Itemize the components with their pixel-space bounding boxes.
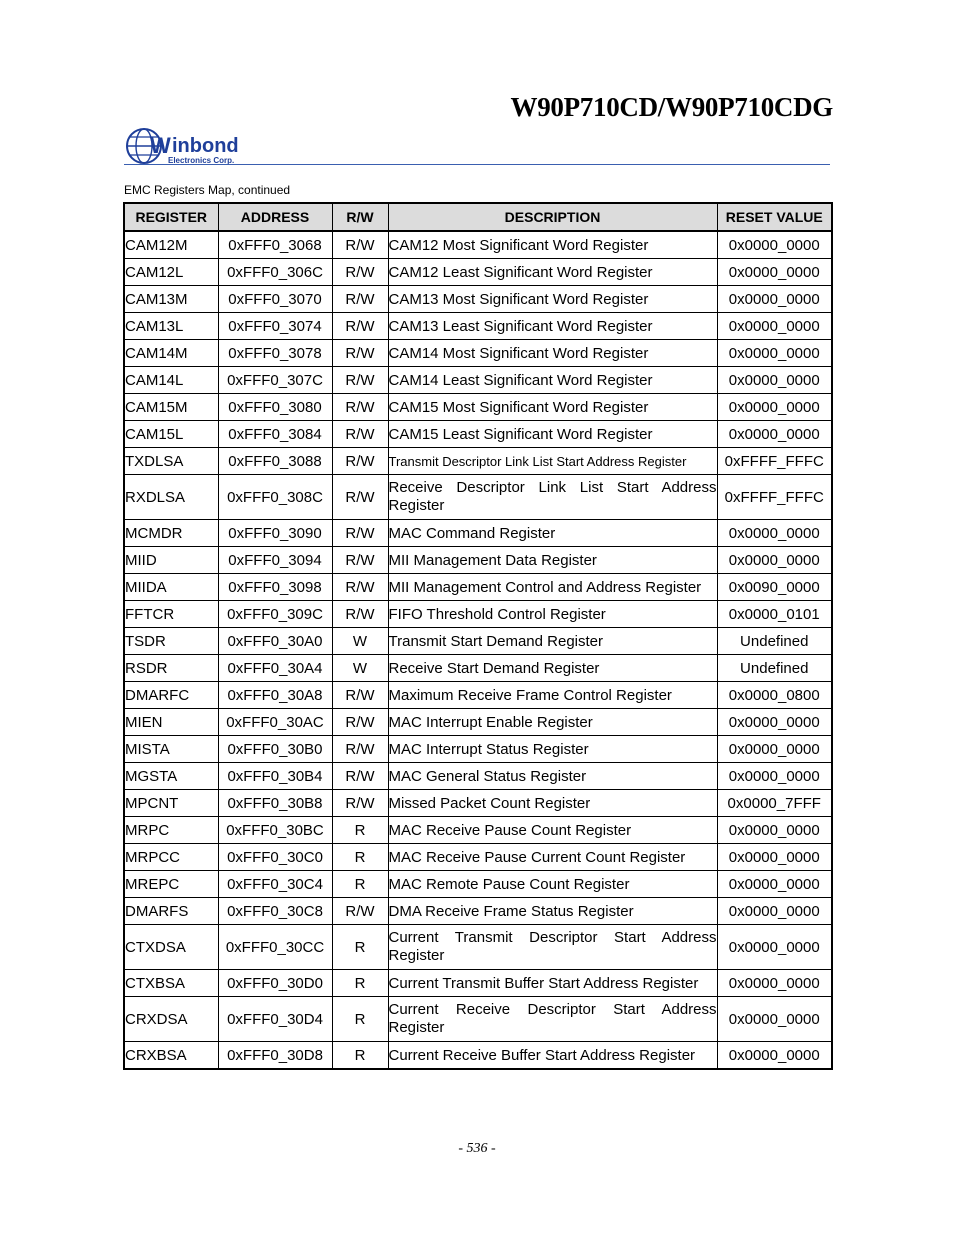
reset-value-cell: 0x0000_0000	[717, 286, 832, 313]
address-cell: 0xFFF0_308C	[218, 475, 332, 520]
table-row	[124, 817, 832, 844]
description-cell: MAC Receive Pause Current Count Register	[388, 844, 717, 871]
rw-cell: R	[332, 970, 388, 997]
reset-value-cell: 0x0000_0000	[717, 367, 832, 394]
rw-cell: R/W	[332, 574, 388, 601]
description-cell: MAC Remote Pause Count Register	[388, 871, 717, 898]
description-cell: MAC Command Register	[388, 520, 717, 547]
description-cell: CAM15 Most Significant Word Register	[388, 394, 717, 421]
rw-cell: W	[332, 628, 388, 655]
description-cell: CAM13 Most Significant Word Register	[388, 286, 717, 313]
register-cell: MIEN	[124, 709, 218, 736]
description-cell: CAM14 Least Significant Word Register	[388, 367, 717, 394]
table-row	[124, 736, 832, 763]
table-row	[124, 628, 832, 655]
reset-value-cell: 0x0000_0000	[717, 547, 832, 574]
reset-value-cell: 0x0000_0101	[717, 601, 832, 628]
address-cell: 0xFFF0_3090	[218, 520, 332, 547]
column-header-rw: R/W	[332, 203, 388, 231]
reset-value-cell: 0x0000_0000	[717, 871, 832, 898]
address-cell: 0xFFF0_30D8	[218, 1042, 332, 1070]
register-cell: CRXDSA	[124, 997, 218, 1042]
register-cell: RXDLSA	[124, 475, 218, 520]
register-cell: MIID	[124, 547, 218, 574]
table-row	[124, 475, 832, 520]
table-row	[124, 520, 832, 547]
reset-value-cell: 0x0000_0000	[717, 394, 832, 421]
rw-cell: R/W	[332, 898, 388, 925]
table-row	[124, 844, 832, 871]
rw-cell: R/W	[332, 520, 388, 547]
address-cell: 0xFFF0_3080	[218, 394, 332, 421]
table-row	[124, 790, 832, 817]
register-cell: CTXBSA	[124, 970, 218, 997]
address-cell: 0xFFF0_3070	[218, 286, 332, 313]
reset-value-cell: 0x0000_0000	[717, 1042, 832, 1070]
address-cell: 0xFFF0_3078	[218, 340, 332, 367]
table-row	[124, 547, 832, 574]
address-cell: 0xFFF0_309C	[218, 601, 332, 628]
description-cell: MII Management Control and Address Register	[388, 574, 717, 601]
reset-value-cell: 0x0000_0000	[717, 231, 832, 259]
rw-cell: R/W	[332, 736, 388, 763]
rw-cell: R/W	[332, 340, 388, 367]
rw-cell: R/W	[332, 763, 388, 790]
description-cell: Current Transmit Buffer Start Address Register	[388, 970, 717, 997]
description-cell: Transmit Descriptor Link List Start Address Register	[388, 448, 717, 475]
reset-value-cell: 0x0000_0000	[717, 313, 832, 340]
address-cell: 0xFFF0_30C8	[218, 898, 332, 925]
address-cell: 0xFFF0_30C4	[218, 871, 332, 898]
table-row	[124, 367, 832, 394]
column-header-address: ADDRESS	[218, 203, 332, 231]
reset-value-cell: 0xFFFF_FFFC	[717, 475, 832, 520]
register-cell: MISTA	[124, 736, 218, 763]
register-cell: CAM14L	[124, 367, 218, 394]
rw-cell: R	[332, 817, 388, 844]
description-cell: Receive Start Demand Register	[388, 655, 717, 682]
register-cell: CAM12M	[124, 231, 218, 259]
page-number: - 536 -	[458, 1141, 496, 1156]
rw-cell: R/W	[332, 313, 388, 340]
table-row	[124, 709, 832, 736]
reset-value-cell: 0x0000_0000	[717, 520, 832, 547]
register-cell: MRPCC	[124, 844, 218, 871]
table-row	[124, 763, 832, 790]
register-cell: CRXBSA	[124, 1042, 218, 1070]
table-row	[124, 448, 832, 475]
rw-cell: R	[332, 1042, 388, 1070]
description-cell: CAM12 Least Significant Word Register	[388, 259, 717, 286]
address-cell: 0xFFF0_307C	[218, 367, 332, 394]
address-cell: 0xFFF0_30A8	[218, 682, 332, 709]
address-cell: 0xFFF0_3068	[218, 231, 332, 259]
description-cell: DMA Receive Frame Status Register	[388, 898, 717, 925]
rw-cell: R/W	[332, 790, 388, 817]
header-rule	[124, 164, 830, 165]
description-cell: Current Receive Descriptor Start Address Register	[388, 997, 717, 1042]
description-cell: Maximum Receive Frame Control Register	[388, 682, 717, 709]
table-row	[124, 970, 832, 997]
reset-value-cell: Undefined	[717, 628, 832, 655]
register-cell: CAM15M	[124, 394, 218, 421]
reset-value-cell: 0x0000_0000	[717, 340, 832, 367]
svg-text:Electronics Corp.: Electronics Corp.	[168, 156, 235, 165]
reset-value-cell: 0x0000_0000	[717, 763, 832, 790]
register-cell: MCMDR	[124, 520, 218, 547]
reset-value-cell: 0x0000_0000	[717, 709, 832, 736]
address-cell: 0xFFF0_30C0	[218, 844, 332, 871]
table-row	[124, 286, 832, 313]
rw-cell: R/W	[332, 259, 388, 286]
rw-cell: R/W	[332, 286, 388, 313]
rw-cell: R	[332, 925, 388, 970]
reset-value-cell: 0x0000_0800	[717, 682, 832, 709]
address-cell: 0xFFF0_30D0	[218, 970, 332, 997]
description-cell: MII Management Data Register	[388, 547, 717, 574]
register-cell: CAM13L	[124, 313, 218, 340]
address-cell: 0xFFF0_30A0	[218, 628, 332, 655]
rw-cell: R/W	[332, 367, 388, 394]
column-header-register: REGISTER	[124, 203, 218, 231]
address-cell: 0xFFF0_30AC	[218, 709, 332, 736]
column-header-description: DESCRIPTION	[388, 203, 717, 231]
reset-value-cell: 0x0000_0000	[717, 997, 832, 1042]
rw-cell: R	[332, 871, 388, 898]
description-cell: Missed Packet Count Register	[388, 790, 717, 817]
rw-cell: R/W	[332, 421, 388, 448]
column-header-reset-value: RESET VALUE	[717, 203, 832, 231]
table-row	[124, 574, 832, 601]
emc-register-table	[123, 202, 833, 1070]
address-cell: 0xFFF0_30D4	[218, 997, 332, 1042]
address-cell: 0xFFF0_30B4	[218, 763, 332, 790]
winbond-logo	[126, 126, 256, 166]
description-cell: MAC Interrupt Status Register	[388, 736, 717, 763]
description-cell: CAM12 Most Significant Word Register	[388, 231, 717, 259]
description-cell: Current Receive Buffer Start Address Register	[388, 1042, 717, 1070]
register-cell: TXDLSA	[124, 448, 218, 475]
description-cell: Receive Descriptor Link List Start Address Register	[388, 475, 717, 520]
register-cell: CAM13M	[124, 286, 218, 313]
rw-cell: R/W	[332, 601, 388, 628]
reset-value-cell: 0x0000_0000	[717, 925, 832, 970]
address-cell: 0xFFF0_3088	[218, 448, 332, 475]
reset-value-cell: 0xFFFF_FFFC	[717, 448, 832, 475]
register-cell: MGSTA	[124, 763, 218, 790]
register-cell: DMARFC	[124, 682, 218, 709]
register-cell: MPCNT	[124, 790, 218, 817]
table-row	[124, 997, 832, 1042]
address-cell: 0xFFF0_3074	[218, 313, 332, 340]
reset-value-cell: 0x0000_0000	[717, 898, 832, 925]
table-row	[124, 313, 832, 340]
register-cell: MREPC	[124, 871, 218, 898]
register-cell: TSDR	[124, 628, 218, 655]
rw-cell: R/W	[332, 394, 388, 421]
register-cell: DMARFS	[124, 898, 218, 925]
address-cell: 0xFFF0_3094	[218, 547, 332, 574]
register-cell: CAM15L	[124, 421, 218, 448]
reset-value-cell: 0x0000_0000	[717, 970, 832, 997]
table-row	[124, 655, 832, 682]
register-cell: RSDR	[124, 655, 218, 682]
table-row	[124, 421, 832, 448]
address-cell: 0xFFF0_30BC	[218, 817, 332, 844]
table-row	[124, 871, 832, 898]
rw-cell: R/W	[332, 231, 388, 259]
rw-cell: R/W	[332, 547, 388, 574]
table-body	[124, 231, 832, 1069]
reset-value-cell: Undefined	[717, 655, 832, 682]
table-row	[124, 340, 832, 367]
table-row	[124, 601, 832, 628]
table-row	[124, 898, 832, 925]
address-cell: 0xFFF0_30A4	[218, 655, 332, 682]
reset-value-cell: 0x0000_0000	[717, 817, 832, 844]
svg-text:W: W	[150, 133, 171, 158]
description-cell: MAC Receive Pause Count Register	[388, 817, 717, 844]
reset-value-cell: 0x0000_0000	[717, 844, 832, 871]
table-row	[124, 231, 832, 259]
description-cell: CAM13 Least Significant Word Register	[388, 313, 717, 340]
rw-cell: R/W	[332, 475, 388, 520]
table-row	[124, 925, 832, 970]
rw-cell: R	[332, 997, 388, 1042]
address-cell: 0xFFF0_30B0	[218, 736, 332, 763]
register-cell: CTXDSA	[124, 925, 218, 970]
reset-value-cell: 0x0090_0000	[717, 574, 832, 601]
address-cell: 0xFFF0_3098	[218, 574, 332, 601]
register-cell: MRPC	[124, 817, 218, 844]
address-cell: 0xFFF0_306C	[218, 259, 332, 286]
reset-value-cell: 0x0000_7FFF	[717, 790, 832, 817]
rw-cell: R/W	[332, 709, 388, 736]
description-cell: MAC Interrupt Enable Register	[388, 709, 717, 736]
reset-value-cell: 0x0000_0000	[717, 736, 832, 763]
document-title: W90P710CD/W90P710CDG	[510, 92, 833, 122]
address-cell: 0xFFF0_3084	[218, 421, 332, 448]
register-cell: CAM12L	[124, 259, 218, 286]
table-caption: EMC Registers Map, continued	[124, 183, 291, 197]
reset-value-cell: 0x0000_0000	[717, 259, 832, 286]
table-header-row	[124, 203, 832, 231]
description-cell: CAM14 Most Significant Word Register	[388, 340, 717, 367]
table-row	[124, 259, 832, 286]
rw-cell: W	[332, 655, 388, 682]
reset-value-cell: 0x0000_0000	[717, 421, 832, 448]
rw-cell: R/W	[332, 682, 388, 709]
description-cell: MAC General Status Register	[388, 763, 717, 790]
table-row	[124, 1042, 832, 1070]
table-row	[124, 394, 832, 421]
rw-cell: R/W	[332, 448, 388, 475]
table-row	[124, 682, 832, 709]
description-cell: CAM15 Least Significant Word Register	[388, 421, 717, 448]
address-cell: 0xFFF0_30CC	[218, 925, 332, 970]
register-cell: FFTCR	[124, 601, 218, 628]
register-cell: MIIDA	[124, 574, 218, 601]
svg-text:inbond: inbond	[172, 135, 239, 157]
address-cell: 0xFFF0_30B8	[218, 790, 332, 817]
description-cell: Current Transmit Descriptor Start Address Register	[388, 925, 717, 970]
register-cell: CAM14M	[124, 340, 218, 367]
rw-cell: R	[332, 844, 388, 871]
description-cell: FIFO Threshold Control Register	[388, 601, 717, 628]
description-cell: Transmit Start Demand Register	[388, 628, 717, 655]
